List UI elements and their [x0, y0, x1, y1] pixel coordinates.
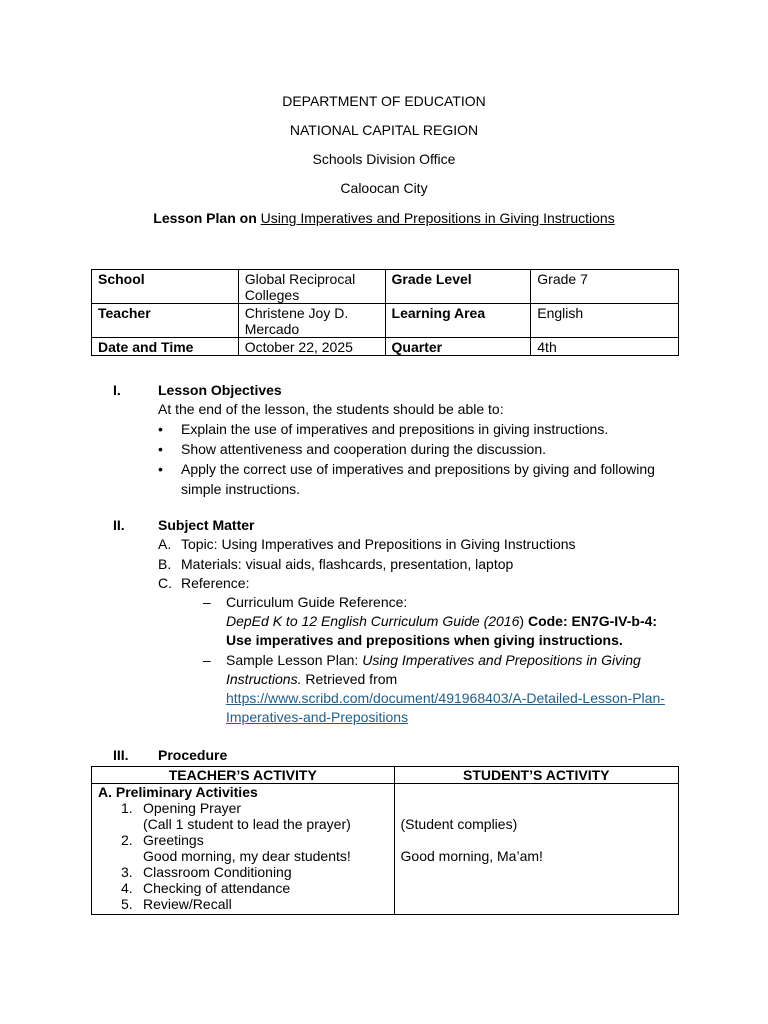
learning-area-label: Learning Area — [385, 304, 531, 338]
list-marker: A. — [158, 536, 172, 552]
header-region: NATIONAL CAPITAL REGION — [289, 122, 479, 138]
school-value: Global Reciprocal Colleges — [238, 270, 385, 304]
date-time-value: October 22, 2025 — [238, 338, 385, 356]
objective-item — [158, 440, 163, 459]
grade-level-label: Grade Level — [385, 270, 531, 304]
header-department: DEPARTMENT OF EDUCATION — [282, 93, 486, 109]
student-activity-header: STUDENT’S ACTIVITY — [394, 767, 678, 784]
header-division: Schools Division Office — [312, 151, 456, 167]
reference-link[interactable] — [226, 708, 408, 727]
reference-url-line1[interactable]: https://www.scribd.com/document/491968403/A-Detailed-Lesson-Plan- — [226, 690, 665, 706]
list-marker: B. — [158, 556, 172, 572]
grade-level-value: Grade 7 — [531, 270, 679, 304]
activity-item: 1. Opening Prayer — [121, 800, 242, 816]
quarter-value: 4th — [531, 338, 679, 356]
list-marker: C. — [158, 575, 172, 591]
curriculum-guide-citation: DepEd K to 12 English Curriculum Guide (2016) Code: EN7G-IV-b-4: — [226, 613, 658, 629]
bullet-icon: • — [158, 441, 163, 457]
objective-text: Explain the use of imperatives and prepositions in giving instructions. — [181, 421, 609, 437]
student-activity-cell — [394, 784, 678, 915]
lesson-plan-title — [0, 210, 768, 226]
subject-heading: Subject Matter — [158, 517, 255, 533]
objectives-intro: At the end of the lesson, the students should be able to: — [158, 401, 504, 417]
objective-text-cont: simple instructions. — [181, 481, 301, 497]
dash-marker: – — [203, 652, 211, 668]
quarter-label: Quarter — [385, 338, 531, 356]
teacher-value: Christene Joy D. Mercado — [238, 304, 385, 338]
curriculum-guide-title: Curriculum Guide Reference: — [226, 594, 408, 610]
activity-item: 3. Classroom Conditioning — [121, 864, 292, 880]
sample-lesson-plan-ref: Sample Lesson Plan: Using Imperatives and Prepositions in Giving — [226, 652, 641, 668]
learning-area-value: English — [531, 304, 679, 338]
subject-topic: Topic: Using Imperatives and Prepositions in Giving Instructions — [181, 536, 576, 552]
reference-url-line2[interactable]: Imperatives-and-Prepositions — [226, 709, 409, 725]
student-response: (Student complies) — [400, 816, 518, 832]
procedure-heading: Procedure — [158, 747, 228, 763]
school-label: School — [92, 270, 239, 304]
objective-item — [158, 420, 163, 439]
activity-instruction: Good morning, my dear students! — [143, 848, 351, 864]
info-table — [91, 269, 679, 356]
bullet-icon: • — [158, 421, 163, 437]
activity-item: 2. Greetings — [121, 832, 204, 848]
curriculum-guide-code: Use imperatives and prepositions when giving instructions. — [226, 632, 623, 648]
activity-item: 5. Review/Recall — [121, 896, 232, 912]
section-numeral-procedure: III. — [113, 747, 129, 763]
subject-reference: Reference: — [181, 575, 250, 591]
objective-item — [158, 460, 163, 479]
teacher-label: Teacher — [92, 304, 239, 338]
section-numeral-subject: II. — [113, 517, 125, 533]
objective-text: Show attentiveness and cooperation during the discussion. — [181, 441, 547, 457]
objectives-heading: Lesson Objectives — [158, 382, 282, 398]
subject-materials: Materials: visual aids, flashcards, presentation, laptop — [181, 556, 514, 572]
date-time-label: Date and Time — [92, 338, 239, 356]
lesson-plan-topic: Using Imperatives and Prepositions in Giving Instructions — [260, 210, 615, 226]
reference-link[interactable] — [226, 689, 665, 708]
dash-marker: – — [203, 594, 211, 610]
bullet-icon: • — [158, 461, 163, 477]
objective-text: Apply the correct use of imperatives and prepositions by giving and following — [181, 461, 655, 477]
header-city: Caloocan City — [340, 180, 428, 196]
teacher-activity-cell — [92, 784, 395, 915]
lesson-plan-prefix: Lesson Plan on — [153, 210, 257, 226]
student-response: Good morning, Ma’am! — [400, 848, 543, 864]
activity-instruction: (Call 1 student to lead the prayer) — [143, 816, 351, 832]
activity-item: 4. Checking of attendance — [121, 880, 291, 896]
teacher-activity-header: TEACHER’S ACTIVITY — [92, 767, 395, 784]
section-numeral-objectives: I. — [113, 382, 121, 398]
procedure-table — [91, 766, 679, 915]
sample-lesson-plan-ref-cont: Instructions. Retrieved from — [226, 671, 398, 687]
preliminary-activities-heading: A. Preliminary Activities — [98, 784, 258, 800]
